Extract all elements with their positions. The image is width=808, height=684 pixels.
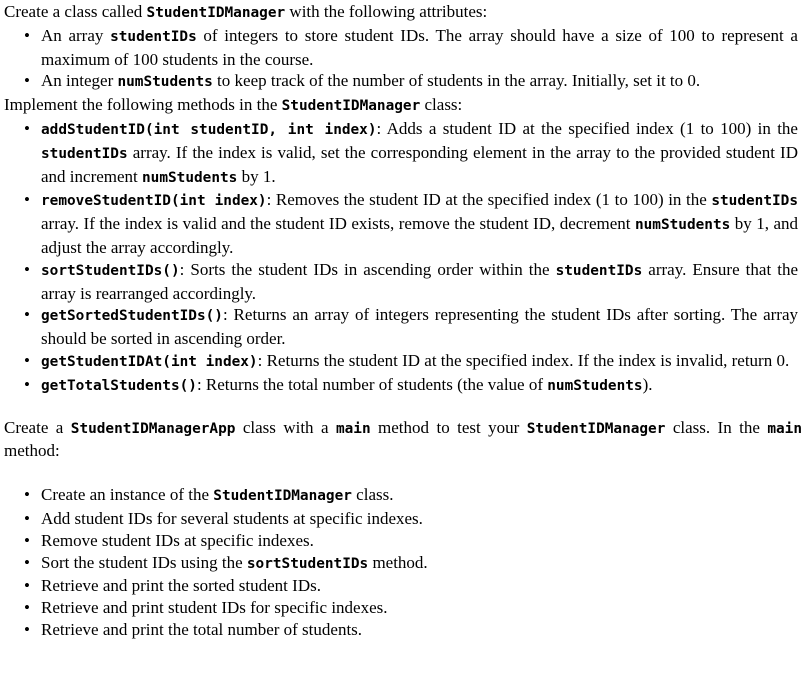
text-run: by 1.	[237, 166, 276, 186]
text-run: class with a	[235, 417, 336, 437]
code-identifier: studentIDs	[555, 262, 643, 279]
step-item	[4, 552, 802, 576]
code-identifier: main	[335, 420, 371, 437]
method-item	[4, 259, 802, 305]
text-run: : Returns an array of integers representing the student IDs after sorting. The array should be sorted in ascending order.	[41, 305, 798, 349]
section-spacer	[4, 462, 802, 484]
code-identifier: StudentIDManager	[281, 98, 421, 115]
code-identifier: getTotalStudents()	[41, 377, 197, 394]
code-identifier: StudentIDManager	[526, 420, 666, 437]
code-identifier: removeStudentID(int index)	[41, 193, 267, 210]
code-identifier: StudentIDManager	[146, 5, 286, 21]
code-identifier: StudentIDManager	[213, 488, 352, 505]
code-identifier: numStudents	[117, 74, 213, 91]
text-run: class:	[420, 95, 463, 115]
bullet-icon: •	[24, 305, 30, 325]
class-intro-paragraph	[4, 1, 802, 25]
code-identifier: addStudentID(int studentID, int index)	[41, 121, 377, 138]
text-run: array. If the index is valid and the student ID exists, remove the student ID, decrement	[41, 214, 635, 234]
text-run: Create a	[4, 417, 71, 437]
text-run: array. Ensure that the array is rearranged accordingly.	[41, 259, 798, 303]
text-run: : Removes the student ID at the specified index (1 to 100) in the	[266, 190, 712, 210]
code-identifier: getSortedStudentIDs()	[41, 308, 223, 325]
code-identifier: studentIDs	[41, 145, 128, 162]
method-item	[4, 304, 802, 350]
text-run: An integer	[41, 71, 118, 91]
bullet-icon: •	[24, 552, 30, 572]
code-identifier: StudentIDManagerApp	[70, 420, 236, 437]
text-run: ).	[642, 374, 653, 394]
code-identifier: main	[767, 420, 803, 437]
attribute-item	[4, 25, 802, 71]
attributes-list	[4, 25, 802, 94]
code-identifier: studentIDs	[711, 193, 798, 210]
code-identifier: numStudents	[142, 169, 238, 186]
method-item	[4, 374, 802, 398]
code-identifier: sortStudentIDs	[246, 555, 369, 572]
bullet-icon: •	[24, 576, 30, 596]
code-identifier: sortStudentIDs()	[41, 262, 180, 279]
step-item	[4, 484, 802, 508]
bullet-icon: •	[24, 259, 30, 279]
bullet-icon: •	[24, 530, 30, 550]
method-item	[4, 189, 802, 258]
bullet-icon: •	[24, 350, 30, 370]
text-run: with the following attributes:	[285, 2, 488, 21]
app-intro-paragraph	[4, 417, 802, 463]
text-run: Implement the following methods in the	[4, 95, 282, 115]
bullet-icon: •	[24, 71, 30, 91]
text-run: : Adds a student ID at the specified index (1 to 100) in the	[376, 118, 798, 138]
text-run: class.	[351, 485, 394, 505]
section-spacer	[4, 398, 802, 417]
text-run: class. In the	[665, 417, 768, 437]
text-run: Retrieve and print the total number of students.	[41, 619, 363, 639]
method-item	[4, 118, 802, 189]
step-item	[4, 575, 802, 597]
methods-list	[4, 118, 802, 398]
bullet-icon: •	[24, 118, 30, 138]
code-identifier: numStudents	[634, 217, 731, 234]
bullet-icon: •	[24, 619, 30, 639]
text-run: by 1, and adjust the array accordingly.	[41, 214, 798, 257]
code-identifier: studentIDs	[110, 28, 197, 45]
text-run: Add student IDs for several students at specific indexes.	[41, 508, 423, 528]
code-identifier: numStudents	[547, 377, 643, 394]
text-run: : Returns the student ID at the specified index. If the index is invalid, return 0.	[257, 350, 790, 370]
text-run: Sort the student IDs using the	[41, 552, 247, 572]
text-run: method.	[368, 552, 428, 572]
methods-intro-paragraph	[4, 94, 802, 118]
text-run: Retrieve and print student IDs for specific indexes.	[41, 598, 388, 618]
text-run: method:	[4, 441, 60, 461]
bullet-icon: •	[24, 25, 30, 45]
method-item	[4, 350, 802, 374]
text-run: : Returns the total number of students (the value of	[196, 374, 548, 394]
bullet-icon: •	[24, 485, 30, 505]
text-run: of integers to store student IDs. The array should have a size of 100 to represent a maximum of 100 students in the course.	[41, 25, 798, 69]
step-item	[4, 619, 802, 641]
text-run: method to test your	[370, 417, 527, 437]
text-run: Retrieve and print the sorted student IDs.	[41, 576, 321, 596]
code-identifier: getStudentIDAt(int index)	[41, 353, 258, 370]
text-run: to keep track of the number of students in the array. Initially, set it to 0.	[212, 71, 701, 91]
text-run: array. If the index is valid, set the corresponding element in the array to the provided student ID and increment	[41, 142, 798, 186]
text-run: An array	[41, 25, 111, 45]
attribute-item	[4, 70, 802, 94]
step-item	[4, 530, 802, 552]
bullet-icon: •	[24, 598, 30, 618]
bullet-icon: •	[24, 190, 30, 210]
bullet-icon: •	[24, 508, 30, 528]
main-steps-list	[4, 484, 802, 641]
text-run: Remove student IDs at specific indexes.	[41, 530, 314, 550]
step-item	[4, 508, 802, 530]
text-run: Create an instance of the	[41, 485, 214, 505]
text-run: Create a class called	[4, 2, 147, 21]
step-item	[4, 597, 802, 619]
text-run: : Sorts the student IDs in ascending order within the	[179, 259, 556, 279]
bullet-icon: •	[24, 374, 30, 394]
